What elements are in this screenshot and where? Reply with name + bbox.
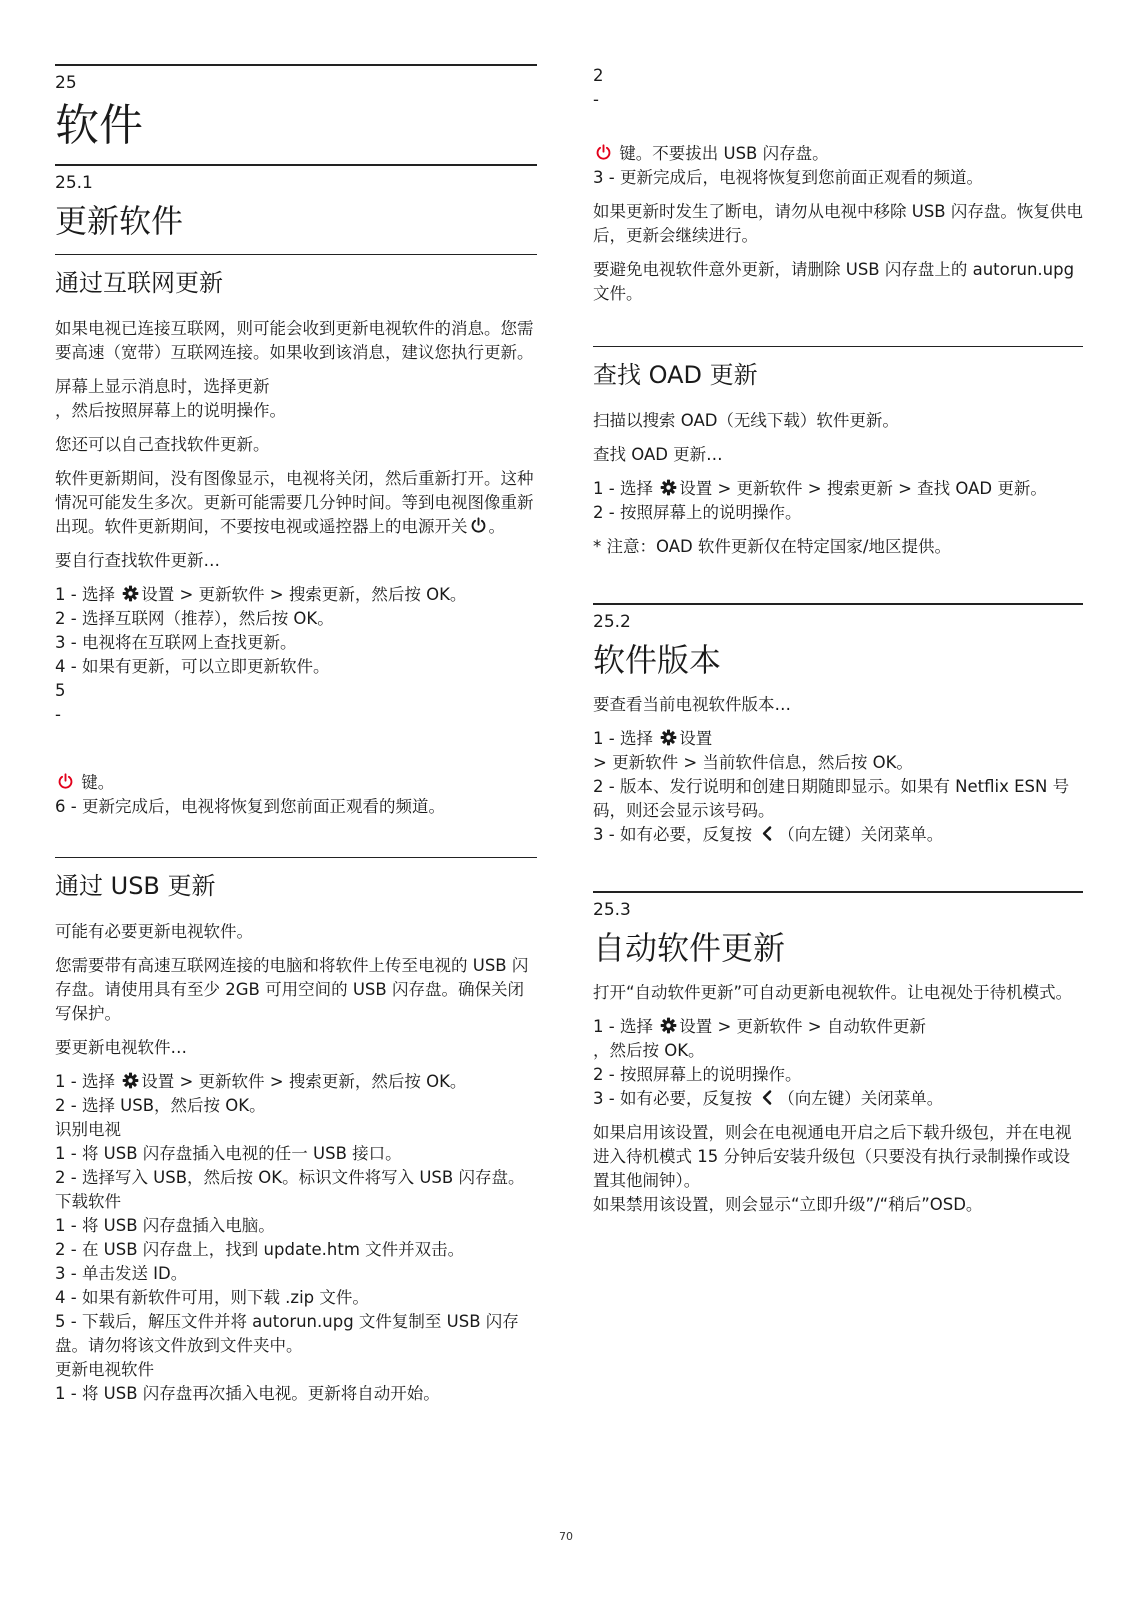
list-item: 6 - 更新完成后，电视将恢复到您前面正观看的频道。 xyxy=(55,797,445,816)
list-item: 键。不要拔出 USB 闪存盘。 xyxy=(593,142,1083,166)
list-item: - xyxy=(55,705,61,724)
section-title: 自动软件更新 xyxy=(593,929,786,967)
list-item: ，然后按 OK。 xyxy=(593,1041,705,1060)
subsection-rule xyxy=(593,346,1083,347)
section-rule xyxy=(593,891,1083,893)
paragraph: 如果电视已连接互联网，则可能会收到更新电视软件的消息。您需要高速（宽带）互联网连接。如果收到该消息，建议您执行更新。 xyxy=(55,319,534,362)
paragraph: 扫描以搜索 OAD（无线下载）软件更新。 xyxy=(593,411,899,430)
chapter-title: 软件 xyxy=(55,100,143,151)
power-icon xyxy=(470,517,487,534)
paragraph: 您还可以自己查找软件更新。 xyxy=(55,435,270,454)
list-item: 1 - 选择 设置 > 更新软件 > 搜索更新 > 查找 OAD 更新。 xyxy=(593,479,1047,498)
chapter-number: 25 xyxy=(55,73,77,93)
list-heading: 下载软件 xyxy=(55,1192,121,1211)
list-item: > 更新软件 > 当前软件信息，然后按 OK。 xyxy=(593,753,913,772)
list-item: 2 - 版本、发行说明和创建日期随即显示。如果有 Netflix ESN 号码，则还会显示该号码。 xyxy=(593,777,1070,820)
paragraph: 要自行查找软件更新… xyxy=(55,551,220,570)
paragraph: 可能有必要更新电视软件。 xyxy=(55,922,253,941)
section-title: 软件版本 xyxy=(593,641,722,679)
list-item: - xyxy=(593,90,599,109)
section-rule xyxy=(55,164,537,166)
paragraph: 要更新电视软件… xyxy=(55,1038,187,1057)
section-title: 更新软件 xyxy=(55,202,184,240)
paragraph: 要避免电视软件意外更新，请删除 USB 闪存盘上的 autorun.upg 文件。 xyxy=(593,260,1075,303)
list-item: 2 - 选择 USB，然后按 OK。 xyxy=(55,1096,266,1115)
list-item: 2 - 选择写入 USB，然后按 OK。标识文件将写入 USB 闪存盘。 xyxy=(55,1168,525,1187)
list-item: 2 - 按照屏幕上的说明操作。 xyxy=(593,1065,802,1084)
section-number: 25.1 xyxy=(55,173,93,193)
list-heading: 识别电视 xyxy=(55,1120,121,1139)
gear-icon xyxy=(660,479,677,496)
subsection-rule xyxy=(55,254,537,255)
subsection-title: 查找 OAD 更新 xyxy=(593,361,758,389)
left-arrow-icon xyxy=(759,1089,776,1106)
gear-icon xyxy=(122,1072,139,1089)
right-column xyxy=(593,0,1083,1217)
list-item: 2 - 按照屏幕上的说明操作。 xyxy=(593,503,802,522)
list-item: 5 xyxy=(55,681,66,700)
list-heading: 更新电视软件 xyxy=(55,1360,154,1379)
list-item: 2 - 选择互联网（推荐），然后按 OK。 xyxy=(55,609,334,628)
list-item: 2 - 在 USB 闪存盘上，找到 update.htm 文件并双击。 xyxy=(55,1240,465,1259)
list-item: 1 - 将 USB 闪存盘再次插入电视。更新将自动开始。 xyxy=(55,1384,440,1403)
list-item: 1 - 选择 设置 > 更新软件 > 自动软件更新 xyxy=(593,1017,926,1036)
list-item: 3 - 电视将在互联网上查找更新。 xyxy=(55,633,297,652)
paragraph: 如果更新时发生了断电，请勿从电视中移除 USB 闪存盘。恢复供电后，更新会继续进行。 xyxy=(593,202,1083,245)
paragraph: 查找 OAD 更新… xyxy=(593,445,723,464)
paragraph: 软件更新期间，没有图像显示，电视将关闭，然后重新打开。这种情况可能发生多次。更新可能需要几分钟时间。等到电视图像重新出现。软件更新期间，不要按电视或遥控器上的电源开关 。 xyxy=(55,469,534,536)
list-item: 1 - 将 USB 闪存盘插入电脑。 xyxy=(55,1216,275,1235)
paragraph: * 注意：OAD 软件更新仅在特定国家/地区提供。 xyxy=(593,537,951,556)
list-item: 4 - 如果有更新，可以立即更新软件。 xyxy=(55,657,330,676)
power-icon xyxy=(57,773,74,790)
chapter-rule xyxy=(55,64,537,66)
list-item: 1 - 选择 设置 > 更新软件 > 搜索更新，然后按 OK。 xyxy=(55,1072,467,1091)
section-number: 25.3 xyxy=(593,900,631,920)
power-icon xyxy=(595,144,612,161)
left-arrow-icon xyxy=(759,825,776,842)
subsection-title: 通过 USB 更新 xyxy=(55,872,216,900)
subsection-title: 通过互联网更新 xyxy=(55,269,223,297)
list-item: 键。 xyxy=(55,771,537,795)
paragraph: 如果禁用该设置，则会显示“立即升级”/“稍后”OSD。 xyxy=(593,1195,983,1214)
section-number: 25.2 xyxy=(593,612,631,632)
list-item: 1 - 选择 设置 > 更新软件 > 搜索更新，然后按 OK。 xyxy=(55,585,467,604)
list-item: 3 - 更新完成后，电视将恢复到您前面正观看的频道。 xyxy=(593,168,983,187)
list-item: 3 - 如有必要，反复按 （向左键）关闭菜单。 xyxy=(593,1089,944,1108)
paragraph: 如果启用该设置，则会在电视通电开启之后下载升级包，并在电视进入待机模式 15 分钟后安装升级包（只要没有执行录制操作或设置其他闹钟）。 xyxy=(593,1123,1072,1190)
gear-icon xyxy=(660,1017,677,1034)
gear-icon xyxy=(122,585,139,602)
list-item: 3 - 单击发送 ID。 xyxy=(55,1264,188,1283)
left-column xyxy=(55,0,537,1406)
page-number: 70 xyxy=(559,1530,573,1543)
gear-icon xyxy=(660,729,677,746)
list-item: 2 xyxy=(593,66,604,85)
paragraph: 您需要带有高速互联网连接的电脑和将软件上传至电视的 USB 闪存盘。请使用具有至少 2GB 可用空间的 USB 闪存盘。确保关闭写保护。 xyxy=(55,956,529,1023)
subsection-rule xyxy=(55,857,537,858)
section-rule xyxy=(593,603,1083,605)
paragraph: 打开“自动软件更新”可自动更新电视软件。让电视处于待机模式。 xyxy=(593,983,1073,1002)
list-item: 5 - 下载后，解压文件并将 autorun.upg 文件复制至 USB 闪存盘。请勿将该文件放到文件夹中。 xyxy=(55,1312,519,1355)
paragraph: 屏幕上显示消息时，选择更新 ，然后按照屏幕上的说明操作。 xyxy=(55,377,286,420)
list-item: 1 - 选择 设置 xyxy=(593,729,713,748)
list-item: 4 - 如果有新软件可用，则下载 .zip 文件。 xyxy=(55,1288,369,1307)
paragraph: 要查看当前电视软件版本… xyxy=(593,695,791,714)
list-item: 1 - 将 USB 闪存盘插入电视的任一 USB 接口。 xyxy=(55,1144,402,1163)
list-item: 3 - 如有必要，反复按 （向左键）关闭菜单。 xyxy=(593,825,944,844)
